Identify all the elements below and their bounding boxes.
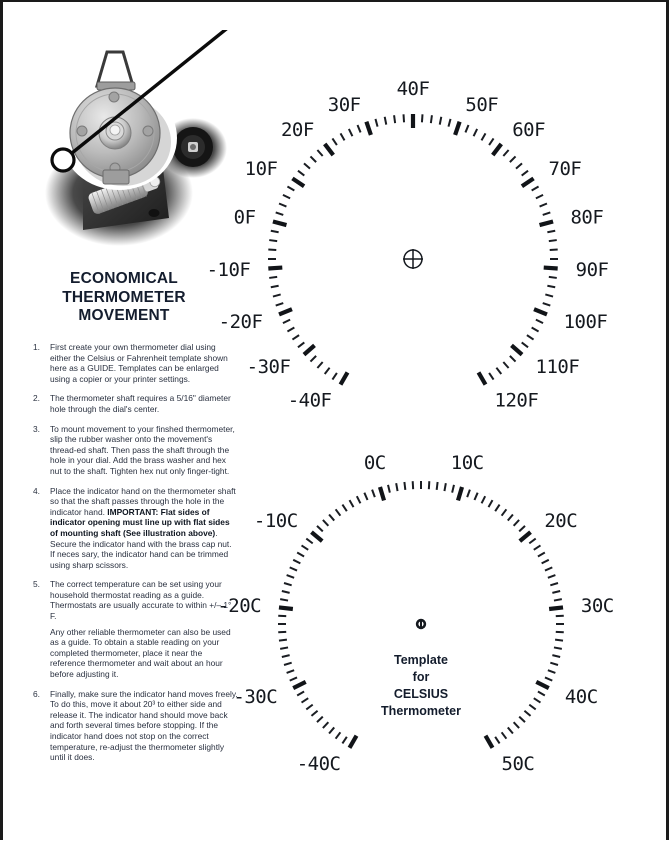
tick-major bbox=[380, 487, 384, 500]
step-text-before: Place the indicator hand on the thermometer shaft so that the shaft passes through the hole in the indicator hand. bbox=[50, 486, 236, 517]
tick-minor bbox=[474, 129, 478, 136]
tick-minor bbox=[298, 171, 304, 176]
tick-minor bbox=[282, 655, 290, 657]
tick-minor bbox=[554, 599, 562, 600]
tick-major bbox=[520, 532, 531, 541]
tick-minor bbox=[276, 212, 284, 215]
tick-minor bbox=[317, 717, 323, 722]
tick-minor bbox=[271, 231, 279, 233]
caption-line-2: for bbox=[413, 670, 430, 684]
step-text: Finally, make sure the indicator hand moves freely. To do this, move it about 20³ to either side and release it. The indicator hand should move back and forth several times before stopping. If the indicator hand does not stop on the correct temperature, re-adjust the thermometer slightly until it does. bbox=[50, 689, 238, 763]
tick-minor bbox=[467, 490, 470, 498]
tick-minor bbox=[404, 482, 405, 490]
title-line-1: ECONOMICAL bbox=[15, 270, 233, 289]
tick-minor bbox=[302, 698, 309, 702]
tick-minor bbox=[448, 119, 450, 127]
tick-label: -20C bbox=[217, 595, 261, 617]
fahrenheit-dial-svg bbox=[231, 62, 669, 462]
step-text bbox=[50, 486, 238, 571]
tick-minor bbox=[489, 373, 493, 380]
tick-minor bbox=[548, 670, 556, 673]
tick-label: -40C bbox=[297, 753, 341, 775]
tick-minor bbox=[545, 677, 552, 680]
tick-minor bbox=[404, 114, 405, 122]
tick-minor bbox=[532, 187, 539, 191]
tick-minor bbox=[357, 496, 361, 503]
tick-minor bbox=[547, 231, 555, 233]
tick-minor bbox=[280, 599, 288, 600]
tick-major bbox=[455, 122, 460, 135]
tick-label: 0F bbox=[234, 206, 256, 228]
step-text: To mount movement to your finshed thermometer, slip the rubber washer onto the movement's thread-ed shaft. Then pass the shaft through the hole in your dial. Add the brass washer and hex nut to the shaft. Tighten hex nut only finger-tight. bbox=[50, 424, 238, 477]
tick-label: 100F bbox=[564, 311, 608, 333]
tick-minor bbox=[287, 187, 294, 191]
tick-minor bbox=[283, 195, 290, 199]
tick-minor bbox=[529, 705, 535, 710]
tick-label: 60F bbox=[512, 119, 545, 141]
tick-major bbox=[544, 268, 558, 269]
tick-label: -10F bbox=[207, 259, 251, 281]
tick-minor bbox=[279, 640, 287, 641]
step-number: 4. bbox=[33, 486, 50, 571]
tick-major bbox=[511, 345, 522, 354]
tick-minor bbox=[516, 163, 522, 168]
thermometer-movement-photo bbox=[11, 30, 237, 265]
tick-label: -30C bbox=[233, 686, 277, 708]
tick-minor bbox=[332, 373, 336, 380]
step-text: First create your own thermometer dial using either the Celsius or Fahrenheit template shown here as a GUIDE. Templates can be enlarged using a copier or your printer settings. bbox=[50, 342, 238, 384]
tick-major bbox=[366, 122, 371, 135]
tick-minor bbox=[554, 647, 562, 648]
tick-major bbox=[325, 144, 334, 155]
tick-minor bbox=[482, 133, 486, 140]
caption-line-1: Template bbox=[394, 653, 448, 667]
tick-minor bbox=[534, 545, 541, 549]
tick-label: 20F bbox=[281, 119, 314, 141]
tick-minor bbox=[323, 520, 328, 526]
tick-minor bbox=[287, 670, 295, 673]
tick-label: 20C bbox=[544, 510, 577, 532]
tick-minor bbox=[545, 567, 552, 570]
tick-minor bbox=[311, 711, 317, 716]
tick-major bbox=[292, 178, 304, 186]
tick-minor bbox=[372, 490, 375, 498]
tick-minor bbox=[341, 133, 345, 140]
tick-minor bbox=[548, 575, 556, 578]
tick-label: 10F bbox=[245, 158, 278, 180]
tick-minor bbox=[293, 560, 300, 564]
tick-minor bbox=[325, 368, 330, 374]
tick-minor bbox=[503, 362, 508, 368]
tick-minor bbox=[431, 115, 432, 123]
tick-minor bbox=[317, 150, 322, 156]
tick-minor bbox=[538, 692, 545, 696]
tick-minor bbox=[542, 560, 549, 564]
tick-minor bbox=[514, 722, 519, 728]
tick-major bbox=[273, 221, 287, 225]
tick-minor bbox=[534, 698, 541, 702]
tick-minor bbox=[297, 553, 304, 557]
tick-minor bbox=[519, 717, 525, 722]
tick-major bbox=[293, 682, 306, 688]
tick-label: -40F bbox=[288, 390, 332, 412]
tick-label: 40C bbox=[565, 686, 598, 708]
tick-minor bbox=[385, 117, 387, 125]
tick-minor bbox=[508, 727, 513, 733]
tick-minor bbox=[297, 692, 304, 696]
tick-minor bbox=[529, 539, 535, 544]
title-line-2: THERMOMETER bbox=[15, 289, 233, 308]
tick-label: 50F bbox=[465, 94, 498, 116]
tick-minor bbox=[358, 125, 361, 132]
tick-minor bbox=[280, 647, 288, 648]
celsius-caption bbox=[381, 653, 461, 718]
tick-label: -10C bbox=[254, 510, 298, 532]
tick-minor bbox=[332, 138, 336, 145]
tick-major bbox=[279, 309, 292, 314]
tick-minor bbox=[268, 250, 276, 251]
step-number: 2. bbox=[33, 393, 50, 414]
tick-minor bbox=[329, 727, 334, 733]
tick-minor bbox=[329, 514, 334, 520]
dot-circle-icon bbox=[416, 619, 426, 629]
tick-minor bbox=[336, 732, 341, 738]
tick-major bbox=[540, 221, 554, 225]
tick-minor bbox=[304, 163, 310, 168]
tick-minor bbox=[510, 156, 516, 162]
tick-minor bbox=[519, 526, 525, 531]
tick-minor bbox=[273, 294, 281, 296]
list-item bbox=[33, 424, 238, 477]
tick-label: 110F bbox=[536, 356, 580, 378]
tick-minor bbox=[495, 505, 499, 512]
caption-line-3: CELSIUS bbox=[394, 687, 448, 701]
tick-major bbox=[350, 736, 357, 748]
tick-minor bbox=[503, 150, 508, 156]
tick-minor bbox=[269, 240, 277, 241]
tick-label: 30F bbox=[328, 94, 361, 116]
celsius-dial bbox=[239, 434, 669, 834]
step-number: 5. bbox=[33, 579, 50, 679]
fahrenheit-dial bbox=[231, 62, 669, 462]
tick-minor bbox=[284, 663, 292, 665]
tick-minor bbox=[538, 553, 545, 557]
step-number: 1. bbox=[33, 342, 50, 384]
tick-minor bbox=[514, 520, 519, 526]
tick-minor bbox=[396, 483, 397, 491]
tick-minor bbox=[552, 591, 560, 593]
tick-minor bbox=[545, 294, 553, 296]
title-line-3: MOVEMENT bbox=[15, 307, 233, 326]
tick-minor bbox=[317, 526, 323, 531]
tick-label: -20F bbox=[219, 311, 263, 333]
tick-minor bbox=[276, 303, 284, 306]
tick-minor bbox=[532, 328, 539, 332]
tick-minor bbox=[502, 732, 507, 738]
left-column bbox=[3, 2, 245, 842]
tick-minor bbox=[524, 711, 530, 716]
tick-minor bbox=[549, 277, 557, 278]
tick-minor bbox=[283, 320, 290, 324]
tick-minor bbox=[440, 117, 442, 125]
tick-major bbox=[458, 487, 462, 500]
tick-minor bbox=[323, 722, 328, 728]
tick-major bbox=[522, 178, 534, 186]
tick-minor bbox=[282, 591, 290, 593]
tick-minor bbox=[502, 509, 507, 515]
tick-minor bbox=[465, 125, 468, 132]
tick-minor bbox=[555, 640, 563, 641]
tick-minor bbox=[298, 342, 304, 347]
tick-minor bbox=[269, 277, 277, 278]
tick-minor bbox=[284, 583, 292, 585]
tick-minor bbox=[444, 483, 445, 491]
step-text-para-2: Any other reliable thermometer can also be used as a guide. To obtain a stable reading on your completed thermometer, place it near the reference thermometer and wait about an hour before adjusting it. bbox=[50, 627, 238, 680]
tick-minor bbox=[310, 156, 316, 162]
tick-label: 50C bbox=[502, 753, 535, 775]
tick-minor bbox=[271, 286, 279, 288]
tick-minor bbox=[489, 138, 493, 145]
step-text: The thermometer shaft requires a 5/16" diameter hole through the dial's center. bbox=[50, 393, 238, 414]
tick-minor bbox=[306, 539, 312, 544]
tick-minor bbox=[552, 655, 560, 657]
tick-minor bbox=[302, 545, 309, 549]
step-text-after: . Secure the indicator hand with the brass cap nut. If neces sary, the indicator hand can be trimmed using sharp scissors. bbox=[50, 528, 232, 570]
tick-minor bbox=[290, 567, 297, 570]
tick-major bbox=[268, 268, 282, 269]
tick-minor bbox=[540, 204, 547, 207]
tick-label: 120F bbox=[495, 390, 539, 412]
tick-minor bbox=[287, 328, 294, 332]
tick-minor bbox=[422, 114, 423, 122]
celsius-dial-svg bbox=[239, 434, 669, 834]
page-root bbox=[3, 2, 666, 840]
tick-minor bbox=[287, 575, 295, 578]
tick-major bbox=[479, 372, 486, 384]
tick-label: 10C bbox=[451, 452, 484, 474]
tick-label: 30C bbox=[581, 595, 614, 617]
tick-major bbox=[311, 532, 322, 541]
tick-minor bbox=[550, 663, 558, 665]
tick-label: 80F bbox=[570, 206, 603, 228]
tick-minor bbox=[536, 320, 543, 324]
tick-minor bbox=[549, 240, 557, 241]
tick-minor bbox=[375, 119, 377, 127]
tick-minor bbox=[474, 493, 477, 500]
step-number: 6. bbox=[33, 689, 50, 763]
caption-line-4: Thermometer bbox=[381, 704, 461, 718]
instruction-list bbox=[33, 342, 238, 772]
tick-minor bbox=[482, 496, 486, 503]
step-text bbox=[50, 579, 238, 679]
tick-minor bbox=[364, 493, 367, 500]
tick-minor bbox=[522, 342, 528, 347]
tick-minor bbox=[342, 505, 346, 512]
tick-minor bbox=[522, 171, 528, 176]
tick-minor bbox=[342, 737, 346, 744]
movement-body bbox=[61, 52, 177, 190]
tick-minor bbox=[489, 500, 493, 507]
list-item bbox=[33, 486, 238, 571]
tick-minor bbox=[495, 737, 499, 744]
fahrenheit-labels bbox=[207, 78, 609, 412]
tick-major bbox=[549, 607, 563, 609]
tick-major bbox=[486, 736, 493, 748]
tick-minor bbox=[437, 482, 438, 490]
celsius-labels bbox=[217, 452, 613, 775]
tick-minor bbox=[388, 485, 390, 493]
tick-minor bbox=[279, 204, 286, 207]
tick-major bbox=[341, 372, 348, 384]
tick-minor bbox=[550, 250, 558, 251]
tick-label: 70F bbox=[549, 158, 582, 180]
list-item bbox=[33, 393, 238, 414]
list-item bbox=[33, 579, 238, 679]
photo-svg bbox=[11, 30, 237, 265]
tick-minor bbox=[496, 368, 501, 374]
tick-minor bbox=[543, 212, 551, 215]
tick-minor bbox=[508, 514, 513, 520]
tick-label: 40F bbox=[397, 78, 430, 100]
crosshair-circle-icon bbox=[403, 249, 423, 269]
tick-minor bbox=[550, 583, 558, 585]
tick-minor bbox=[350, 500, 354, 507]
tick-minor bbox=[452, 485, 454, 493]
list-item bbox=[33, 689, 238, 763]
tick-minor bbox=[310, 356, 316, 362]
tick-minor bbox=[547, 286, 555, 288]
tick-minor bbox=[336, 509, 341, 515]
tick-major bbox=[536, 682, 549, 688]
tick-major bbox=[304, 345, 315, 354]
tick-label: -30F bbox=[247, 356, 291, 378]
tick-major bbox=[534, 309, 547, 314]
tick-label: 0C bbox=[364, 452, 386, 474]
tick-label: 90F bbox=[576, 259, 609, 281]
tick-minor bbox=[510, 356, 516, 362]
tick-minor bbox=[536, 195, 543, 199]
tick-minor bbox=[317, 362, 322, 368]
tick-minor bbox=[290, 677, 297, 680]
tick-minor bbox=[306, 705, 312, 710]
tick-minor bbox=[292, 335, 299, 339]
step-number: 3. bbox=[33, 424, 50, 477]
list-item bbox=[33, 342, 238, 384]
step-text-important: IMPORTANT: Flat sides of indicator opening must line up with flat sides of mounting shaft (See illustration above) bbox=[50, 507, 230, 538]
tick-minor bbox=[543, 303, 551, 306]
tick-major bbox=[493, 144, 502, 155]
tick-major bbox=[279, 607, 293, 609]
tick-minor bbox=[349, 129, 353, 136]
tick-minor bbox=[527, 335, 534, 339]
tick-minor bbox=[394, 115, 395, 123]
step-text-para-1: The correct temperature can be set using your household thermostat reading as a guide. Thermostats are usually accurate to within +/– 1° F. bbox=[50, 579, 231, 621]
page-title bbox=[15, 270, 233, 326]
